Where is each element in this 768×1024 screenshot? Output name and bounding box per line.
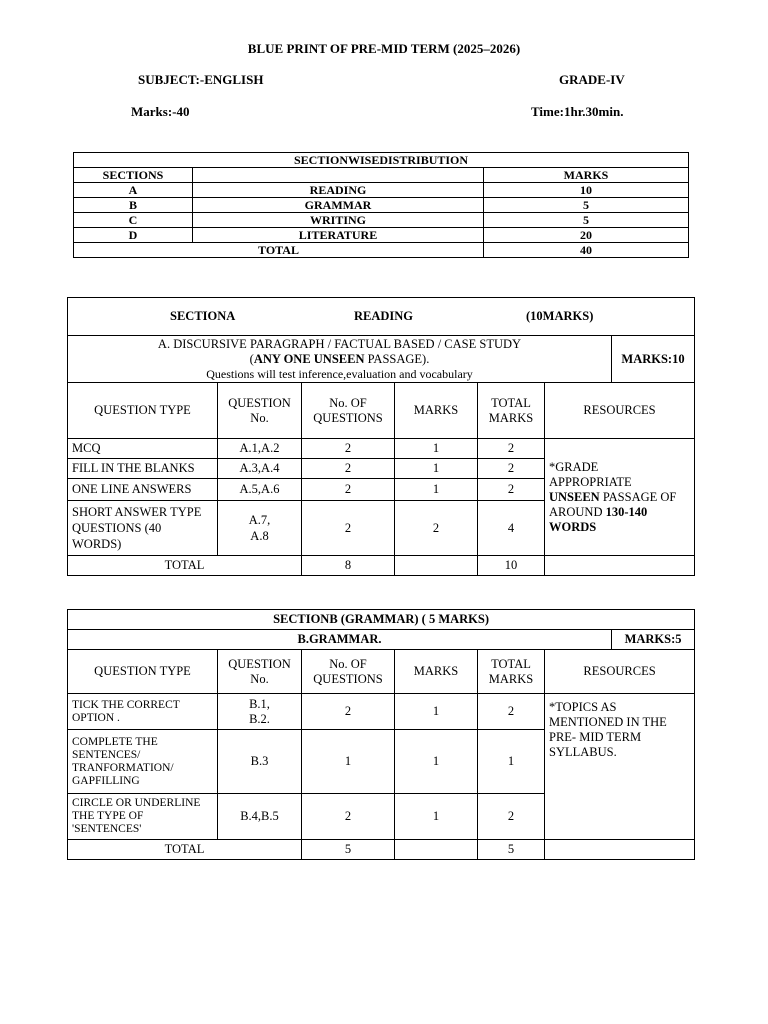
table-row: TICK THE CORRECT OPTION . B.1, B.2. 2 1 2 *TOPICS AS MENTIONED IN THE PRE- MID TERM SYLLABUS. (68, 694, 695, 730)
marks-label: Marks:-40 (131, 104, 190, 119)
section-b-marks: MARKS:5 (612, 630, 695, 650)
table-row: SHORT ANSWER TYPE QUESTIONS (40 WORDS) A.7, A.8 2 2 4 (68, 501, 695, 556)
header-marks: MARKS (395, 383, 478, 439)
section-b-title: SECTIONB (GRAMMAR) ( 5 MARKS) (68, 610, 695, 630)
subject-label: SUBJECT:-ENGLISH (138, 72, 264, 87)
section-a-resources: *GRADE APPROPRIATE UNSEEN PASSAGE OF AROUND 130-140 WORDS (545, 439, 695, 556)
header-total-marks: TOTAL MARKS (478, 383, 545, 439)
table-row: FILL IN THE BLANKS A.3,A.4 2 1 2 (68, 459, 695, 479)
header-question-no: QUESTION No. (218, 650, 302, 694)
table-row: CIRCLE OR UNDERLINE THE TYPE OF 'SENTENCES' B.4,B.5 2 1 2 (68, 794, 695, 840)
section-b-resources: *TOPICS AS MENTIONED IN THE PRE- MID TERM SYLLABUS. (545, 694, 695, 840)
section-a-table (67, 297, 695, 576)
table-row: D LITERATURE 20 (74, 228, 689, 243)
column-header-marks: MARKS (484, 168, 689, 183)
section-a-title: SECTIONA READING (10MARKS) (68, 298, 695, 336)
section-a-description: A. DISCURSIVE PARAGRAPH / FACTUAL BASED / CASE STUDY (ANY ONE UNSEEN PASSAGE). Questions will test inference,evaluation and vocabulary (68, 336, 612, 383)
total-row: TOTAL 5 5 (68, 840, 695, 860)
total-row: TOTAL 40 (74, 243, 689, 258)
time-label: Time:1hr.30min. (531, 104, 624, 119)
page-title: BLUE PRINT OF PRE-MID TERM (2025–2026) (247, 41, 521, 56)
header-question-type: QUESTION TYPE (68, 650, 218, 694)
header-marks: MARKS (395, 650, 478, 694)
distribution-table (73, 152, 689, 258)
total-row: TOTAL 8 10 (68, 556, 695, 576)
table-row: B GRAMMAR 5 (74, 198, 689, 213)
header-no-of-questions: No. OF QUESTIONS (302, 650, 395, 694)
header-resources: RESOURCES (545, 383, 695, 439)
section-a-marks: MARKS:10 (612, 336, 695, 383)
section-b-subtitle: B.GRAMMAR. (68, 630, 612, 650)
header-total-marks: TOTAL MARKS (478, 650, 545, 694)
column-header-sections: SECTIONS (74, 168, 193, 183)
section-b-table (67, 609, 695, 860)
table-row: ONE LINE ANSWERS A.5,A.6 2 1 2 (68, 479, 695, 501)
distribution-caption: SECTIONWISEDISTRIBUTION (74, 153, 689, 168)
table-row: A READING 10 (74, 183, 689, 198)
header-question-no: QUESTION No. (218, 383, 302, 439)
table-row: MCQ A.1,A.2 2 1 2 *GRADE APPROPRIATE UNSEEN PASSAGE OF AROUND 130-140 WORDS (68, 439, 695, 459)
header-no-of-questions: No. OF QUESTIONS (302, 383, 395, 439)
grade-label: GRADE-IV (559, 72, 625, 87)
table-row: C WRITING 5 (74, 213, 689, 228)
header-question-type: QUESTION TYPE (68, 383, 218, 439)
table-row: COMPLETE THE SENTENCES/ TRANFORMATION/ GAPFILLING B.3 1 1 1 (68, 730, 695, 794)
header-resources: RESOURCES (545, 650, 695, 694)
